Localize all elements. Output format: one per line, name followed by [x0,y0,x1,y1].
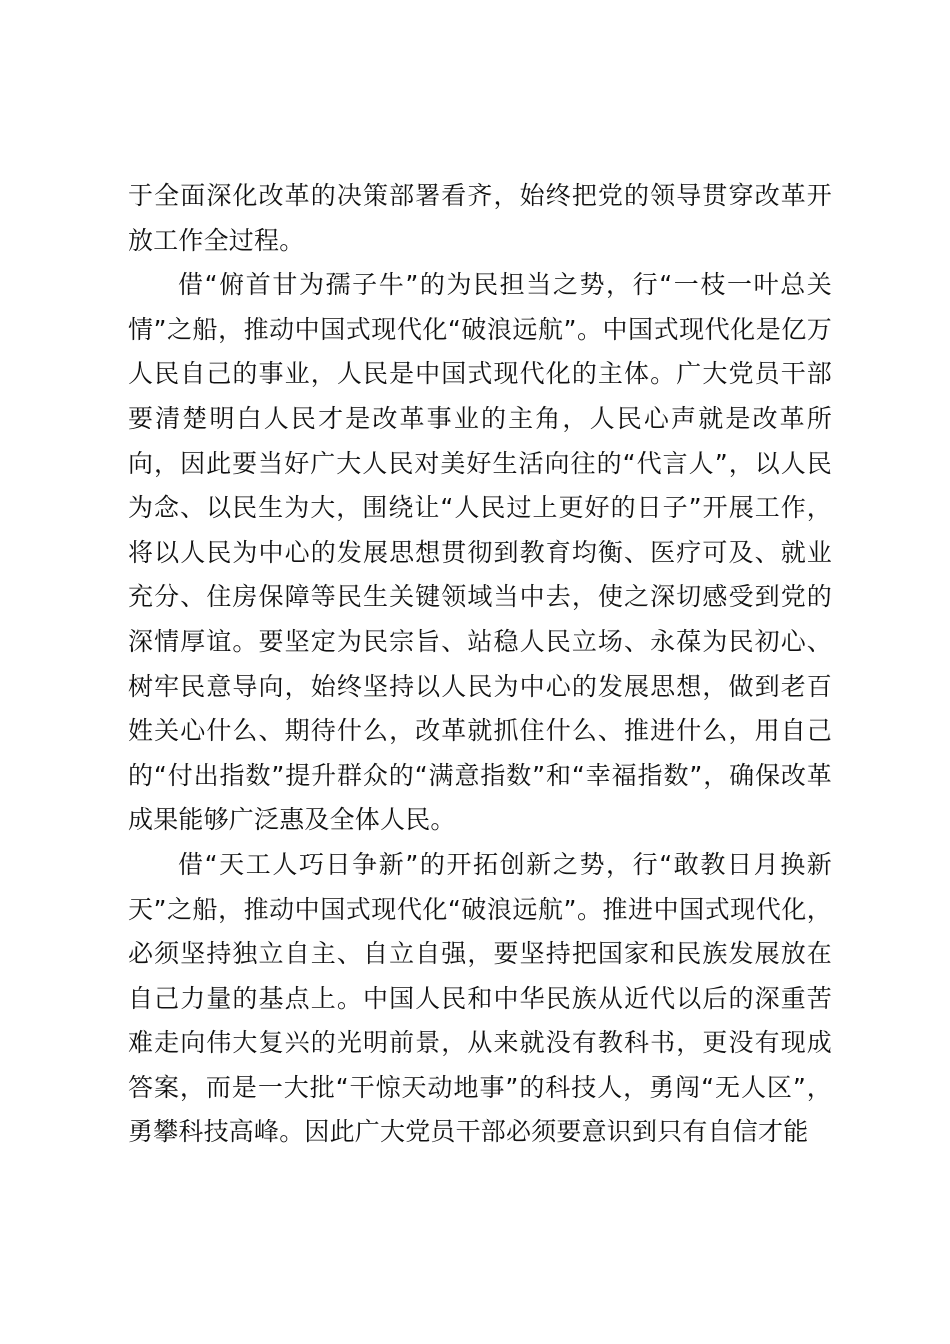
paragraph-innovation: 借“天工人巧日争新”的开拓创新之势，行“敢教日月换新天”之船，推动中国式现代化“破浪远航”。推进中国式现代化，必须坚持独立自主、自立自强，要坚持把国家和民族发展放在自己力量的基点上。中国人民和中华民族从近代以后的深重苦难走向伟大复兴的光明前景，从来就没有教科书，更没有现成答案，而是一大批“干惊天动地事”的科技人，勇闯“无人区”，勇攀科技高峰。因此广大党员干部必须要意识到只有自信才能 [128,849,832,1147]
document-body [128,174,832,1155]
paragraph-continuation: 于全面深化改革的决策部署看齐，始终把党的领导贯穿改革开放工作全过程。 [128,181,832,255]
paragraph-people-centered: 借“俯首甘为孺子牛”的为民担当之势，行“一枝一叶总关情”之船，推动中国式现代化“破浪远航”。中国式现代化是亿万人民自己的事业，人民是中国式现代化的主体。广大党员干部要清楚明白人民才是改革事业的主角，人民心声就是改革所向，因此要当好广大人民对美好生活向往的“代言人”，以人民为念、以民生为大，围绕让“人民过上更好的日子”开展工作，将以人民为中心的发展思想贯彻到教育均衡、医疗可及、就业充分、住房保障等民生关键领域当中去，使之深切感受到党的深情厚谊。要坚定为民宗旨、站稳人民立场、永葆为民初心、树牢民意导向，始终坚持以人民为中心的发展思想，做到老百姓关心什么、期待什么，改革就抓住什么、推进什么，用自己的“付出指数”提升群众的“满意指数”和“幸福指数”，确保改革成果能够广泛惠及全体人民。 [128,270,832,835]
